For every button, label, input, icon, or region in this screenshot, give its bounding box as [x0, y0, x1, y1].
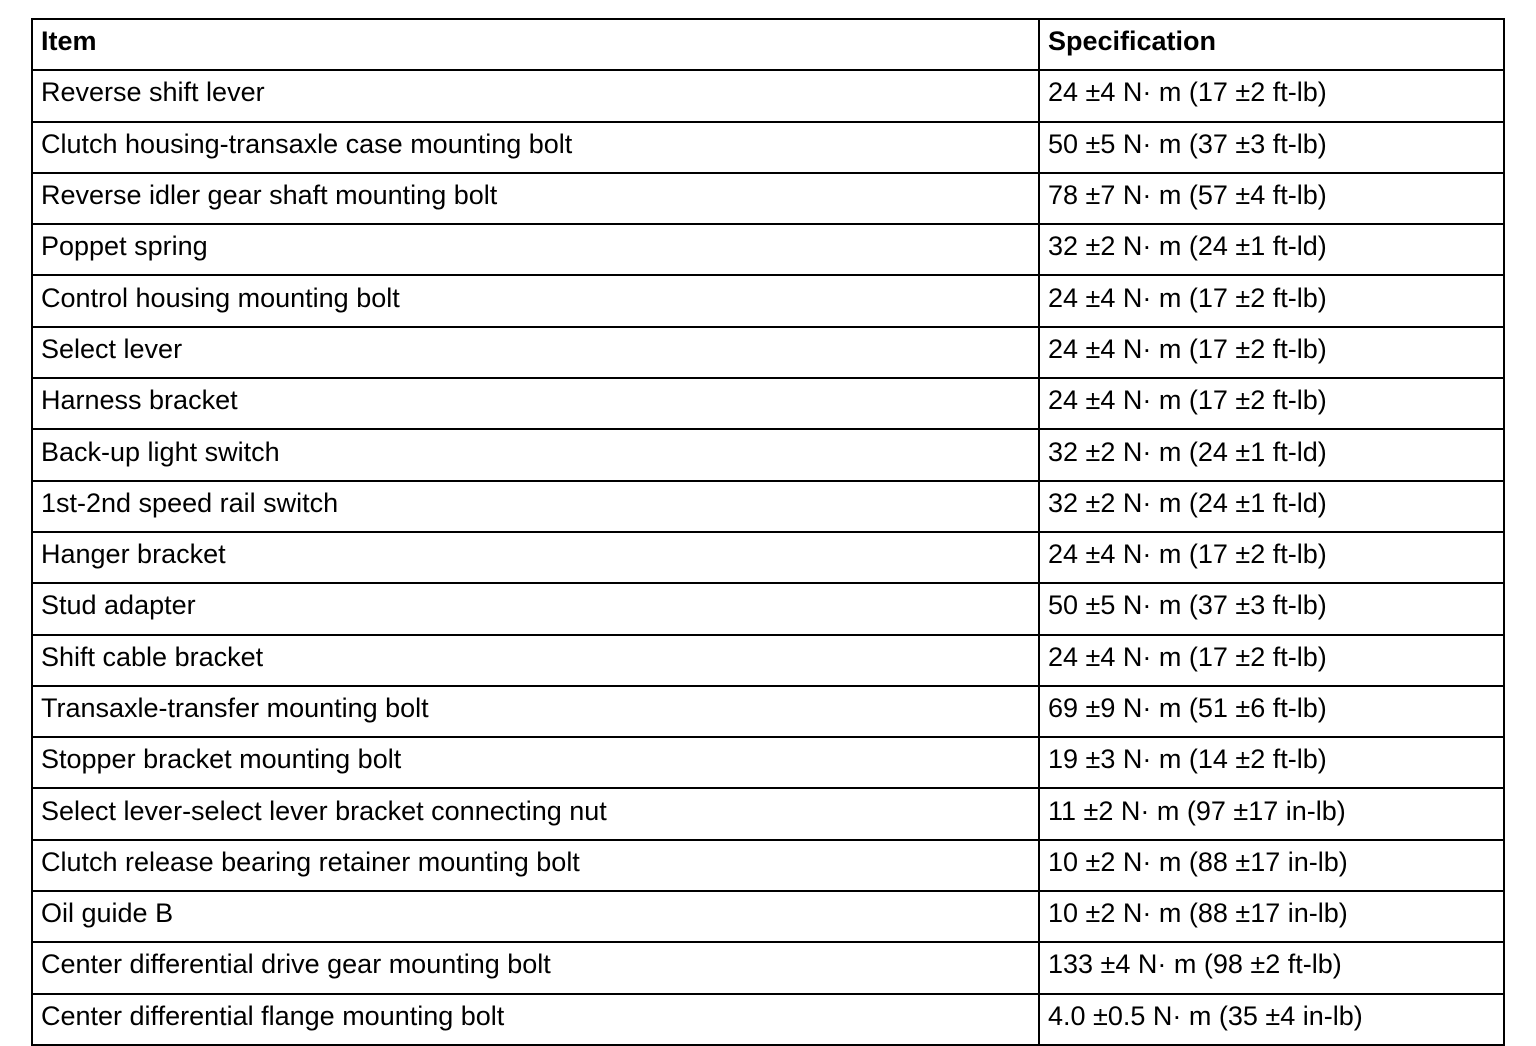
specification-cell: 32 ±2 N· m (24 ±1 ft-ld)	[1039, 224, 1504, 275]
specification-cell: 69 ±9 N· m (51 ±6 ft-lb)	[1039, 686, 1504, 737]
table-row	[32, 840, 1504, 891]
item-cell: Reverse idler gear shaft mounting bolt	[32, 173, 1039, 224]
specification-cell: 32 ±2 N· m (24 ±1 ft-ld)	[1039, 429, 1504, 480]
specification-cell: 133 ±4 N· m (98 ±2 ft-lb)	[1039, 942, 1504, 993]
table-row	[32, 378, 1504, 429]
item-cell: Shift cable bracket	[32, 635, 1039, 686]
specification-cell: 10 ±2 N· m (88 ±17 in-lb)	[1039, 840, 1504, 891]
specification-cell: 32 ±2 N· m (24 ±1 ft-ld)	[1039, 481, 1504, 532]
specification-cell: 78 ±7 N· m (57 ±4 ft-lb)	[1039, 173, 1504, 224]
table-row	[32, 429, 1504, 480]
item-cell: Clutch release bearing retainer mounting bolt	[32, 840, 1039, 891]
table-row	[32, 122, 1504, 173]
item-cell: Hanger bracket	[32, 532, 1039, 583]
specification-cell: 24 ±4 N· m (17 ±2 ft-lb)	[1039, 327, 1504, 378]
torque-spec-table	[31, 18, 1505, 1046]
header-specification: Specification	[1039, 19, 1504, 70]
specification-cell: 19 ±3 N· m (14 ±2 ft-lb)	[1039, 737, 1504, 788]
item-cell: Select lever	[32, 327, 1039, 378]
specification-cell: 24 ±4 N· m (17 ±2 ft-lb)	[1039, 635, 1504, 686]
specification-cell: 24 ±4 N· m (17 ±2 ft-lb)	[1039, 532, 1504, 583]
table-row	[32, 532, 1504, 583]
item-cell: Poppet spring	[32, 224, 1039, 275]
table-row	[32, 891, 1504, 942]
table-row	[32, 994, 1504, 1045]
table-row	[32, 173, 1504, 224]
table-row	[32, 327, 1504, 378]
table-row	[32, 583, 1504, 634]
specification-cell: 50 ±5 N· m (37 ±3 ft-lb)	[1039, 122, 1504, 173]
table-row	[32, 481, 1504, 532]
item-cell: Harness bracket	[32, 378, 1039, 429]
table-row	[32, 942, 1504, 993]
item-cell: Reverse shift lever	[32, 70, 1039, 121]
table-row	[32, 224, 1504, 275]
specification-cell: 50 ±5 N· m (37 ±3 ft-lb)	[1039, 583, 1504, 634]
table-header-row	[32, 19, 1504, 70]
item-cell: Center differential drive gear mounting bolt	[32, 942, 1039, 993]
header-item: Item	[32, 19, 1039, 70]
table-row	[32, 635, 1504, 686]
table-row	[32, 737, 1504, 788]
specification-cell: 10 ±2 N· m (88 ±17 in-lb)	[1039, 891, 1504, 942]
item-cell: Back-up light switch	[32, 429, 1039, 480]
specification-cell: 24 ±4 N· m (17 ±2 ft-lb)	[1039, 378, 1504, 429]
specification-cell: 4.0 ±0.5 N· m (35 ±4 in-lb)	[1039, 994, 1504, 1045]
item-cell: Clutch housing-transaxle case mounting bolt	[32, 122, 1039, 173]
item-cell: Stopper bracket mounting bolt	[32, 737, 1039, 788]
item-cell: Stud adapter	[32, 583, 1039, 634]
item-cell: Oil guide B	[32, 891, 1039, 942]
specification-cell: 24 ±4 N· m (17 ±2 ft-lb)	[1039, 275, 1504, 326]
item-cell: Center differential flange mounting bolt	[32, 994, 1039, 1045]
item-cell: 1st-2nd speed rail switch	[32, 481, 1039, 532]
table-row	[32, 788, 1504, 839]
item-cell: Transaxle-transfer mounting bolt	[32, 686, 1039, 737]
table-row	[32, 686, 1504, 737]
table-row	[32, 70, 1504, 121]
specification-cell: 24 ±4 N· m (17 ±2 ft-lb)	[1039, 70, 1504, 121]
item-cell: Select lever-select lever bracket connecting nut	[32, 788, 1039, 839]
item-cell: Control housing mounting bolt	[32, 275, 1039, 326]
specification-cell: 11 ±2 N· m (97 ±17 in-lb)	[1039, 788, 1504, 839]
table-row	[32, 275, 1504, 326]
